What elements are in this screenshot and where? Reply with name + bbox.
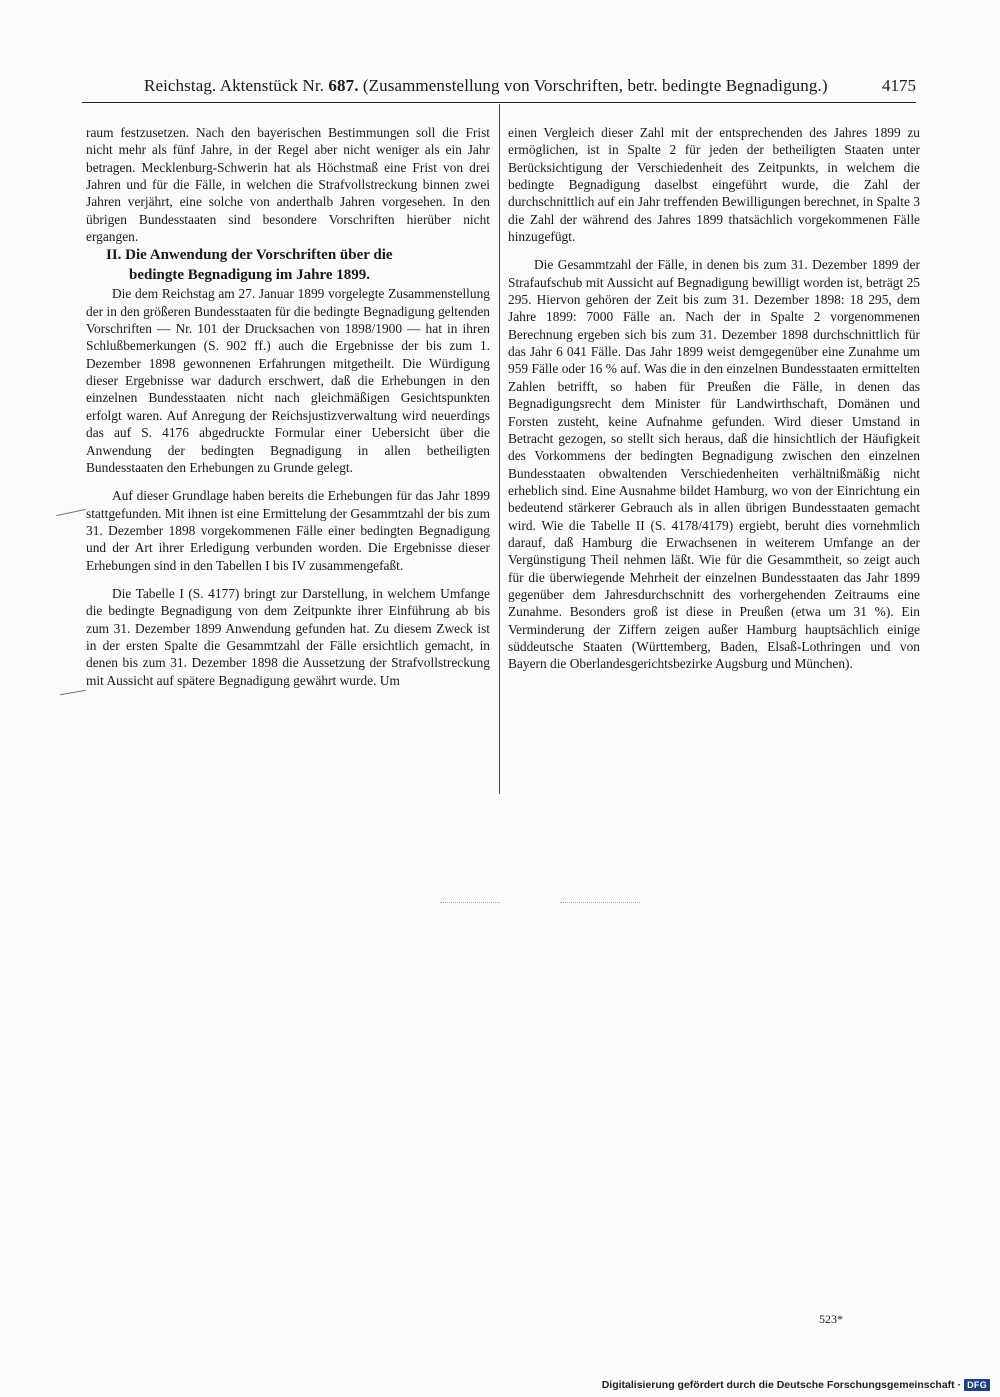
running-title-post: (Zusammenstellung von Vorschriften, betr. bedingte Begnadigung.) [362,76,828,95]
section-heading [86,245,490,285]
running-title [144,76,828,96]
column-divider [499,104,500,794]
faint-rule [560,902,640,904]
dfg-logo-icon: DFG [964,1379,990,1391]
page-number: 4175 [882,76,916,95]
sheet-signature: 523* [819,1312,843,1326]
paragraph: Auf dieser Grundlage haben bereits die Erhebungen für das Jahr 1899 stattgefunden. Mit ihnen ist eine Ermittelung der Gesammtzahl der bis zum 31. Dezember 1898 vorgekommenen Fälle einer bedingten Begnadigung und der Art ihrer Erledigung verbunden worden. Die Ergebnisse dieser Erhebungen sind in den Tabellen I bis IV zusammengefaßt. [86,488,490,573]
document-number: 687. [328,76,359,95]
paragraph: Die dem Reichstag am 27. Januar 1899 vorgelegte Zusammenstellung der in den größeren Bundesstaaten für die bedingte Begnadigung geltenden Vorschriften — Nr. 101 der Drucksachen von 1898/1900 — hat in ihren Schlußbemerkungen (S. 902 ff.) auch die Ergebnisse der bis zum 1. Dezember 1898 gewonnenen Erfahrungen mitgetheilt. Die Würdigung dieser Ergebnisse war dadurch erschwert, daß die Erhebungen in den einzelnen Bundesstaaten nicht nach gleichmäßigen Gesichtspunkten erfolgt waren. Auf Anregung der Reichsjustizverwaltung wird neuerdings das auf S. 4176 abgedruckte Formular einer Uebersicht über die Anwendung der bedingten Begnadigung in allen betheiligten Bundesstaaten den Erhebungen zu Grunde gelegt. [86,286,490,475]
paragraph: Die Gesammtzahl der Fälle, in denen bis zum 31. Dezember 1899 der Strafaufschub mit Aussicht auf Begnadigung bewilligt worden ist, beträgt 25 295. Hiervon gehören der Zeit bis zum 31. Dezember 1898: 18 295, dem Jahre 1899: 7000 Fälle an. Nach der in Spalte 2 vorgenommenen Berechnung ergeben sich bis zum 31. Dezember 1898 durchschnittlich für das Jahr 6 041 Fälle. Das Jahr 1899 weist demgegenüber eine Zunahme um 959 Fälle oder 16 % auf. Was die in den einzelnen Bundesstaaten ermittelten Zahlen betrifft, so haben für Preußen die Fälle, in denen das Begnadigungsrecht dem Minister für Landwirthschaft, Domänen und Forsten zusteht, keine Aufnahme gefunden. Wird dieser Umstand in Betracht gezogen, so stellt sich heraus, daß die hinsichtlich der Häufigkeit des Vorkommens der bedingten Begnadigung zwischen den einzelnen Bundesstaaten obwaltenden Verschiedenheiten verhältnißmäßig nicht erheblich sind. Eine Ausnahme bildet Hamburg, wo von der Einrichtung ein bedeutend stärkerer Gebrauch als in allen übrigen Bundesstaaten gemacht wird. Wie die Tabelle II (S. 4178/4179) ergiebt, beruht dies vornehmlich darauf, daß Hamburg die Erwachsenen in weiterem Umfange an der Vergünstigung Theil nehmen läßt. Wie für die Gesammtheit, so zeigt auch für die überwiegende Mehrheit der einzelnen Bundesstaaten das Jahr 1899 gegenüber dem Jahresdurchschnitt des vorhergehenden Zeitraums eine Zunahme. Besonders groß ist diese in Preußen (etwa um 31 %). Ein Verminderung der Ziffern zeigen außer Hamburg hauptsächlich einige süddeutsche Staaten (Württemberg, Baden, Elsaß-Lothringen und von Bayern die Oberlandesgerichtsbezirke Augsburg und München). [508,257,920,672]
margin-pen-mark [56,509,86,516]
paragraph: Die Tabelle I (S. 4177) bringt zur Darstellung, in welchem Umfange die bedingte Begnadigung von dem Zeitpunkte ihrer Einführung ab bis zum 31. Dezember 1899 Anwendung gefunden hat. Zu diesem Zweck ist in der ersten Spalte die Gesammtzahl der Fälle ersichtlich gemacht, in denen bis zum 31. Dezember 1898 die Aussetzung der Strafvollstreckung mit Aussicht auf spätere Begnadigung gewährt wurde. Um [86,585,490,688]
section-heading-line-1: II. Die Anwendung der Vorschriften über die [106,247,393,264]
digitization-credit [602,1379,990,1391]
right-column [508,124,920,673]
margin-pen-mark [60,690,86,695]
running-title-pre: Reichstag. Aktenstück Nr. [144,76,325,95]
left-column [86,124,490,689]
credit-text: Digitalisierung gefördert durch die Deutsche Forschungsgemeinschaft · [601,1379,962,1391]
faint-rule [440,902,500,904]
paragraph: einen Vergleich dieser Zahl mit der entsprechenden des Jahres 1899 zu ermöglichen, ist in Spalte 2 für jeden der betheiligten Staaten unter Berücksichtigung der Verschiedenheit des Zeitpunkts, in welchem die bedingte Begnadigung daselbst eingeführt wurde, die Zahl der durchschnittlich auf ein Jahr treffenden Bewilligungen berechnet, in Spalte 3 die Zahl der während des Jahres 1899 thatsächlich vorgekommenen Fälle hinzugefügt. [508,125,920,245]
section-heading-line-2: bedingte Begnadigung im Jahre 1899. [129,267,371,284]
page-header [82,72,916,103]
paragraph: raum festzusetzen. Nach den bayerischen Bestimmungen soll die Frist nicht mehr als fünf Jahre, in der Regel aber nicht weniger als ein Jahr betragen. Mecklenburg-Schwerin hat als Höchstmaß eine Frist von drei Jahren und für die Fälle, in welchen die Strafvollstreckung binnen zwei Jahren verjährt, eine solche von anderthalb Jahren vorgesehen. In den übrigen Bundesstaaten sind besondere Vorschriften hierüber nicht ergangen. [86,125,490,245]
